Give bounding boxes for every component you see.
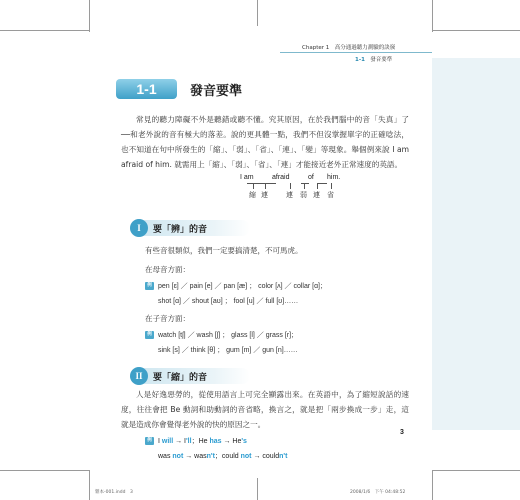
phenomenon-label: 連 [286, 191, 293, 199]
demo-word: I am [240, 174, 254, 181]
example-icon: 例 [145, 437, 154, 445]
consonant-heading: 在子音方面： [145, 314, 190, 323]
page-title: 發音要準 [190, 84, 243, 99]
contraction-example-line [158, 451, 287, 461]
footer-file: 雜本-001.indd 3 [95, 490, 133, 495]
text: → could [251, 453, 280, 460]
section-title: 要「辨」的音 [153, 225, 208, 235]
phenomenon-label: 縮 [249, 191, 256, 199]
link-line [318, 183, 327, 184]
consonant-example-line: watch [tʃ] ／ wash [ʃ] ； glass [l] ／ grass [r]； [158, 332, 299, 339]
section-number-badge: 1-1 [116, 79, 177, 99]
text: was [158, 453, 173, 460]
text: ；He [191, 438, 210, 445]
phenomenon-label: 連 [261, 191, 268, 199]
demo-word: him. [327, 174, 341, 181]
crop-mark [432, 470, 433, 500]
tick-mark [331, 183, 332, 189]
margin-sidebar [432, 58, 520, 430]
phenomenon-label: 連 [313, 191, 320, 199]
section-title: 要「縮」的音 [153, 373, 208, 383]
running-header-section [355, 55, 392, 63]
crop-mark [432, 470, 520, 471]
running-header-chapter: Chapter 1 高分通過聽力測驗的訣竅 [302, 45, 396, 51]
section-paragraph: 人是好逸惡勞的，從使用語言上可完全顯露出來。在英語中，為了縮短說話的速度，往往會把 Be 動詞和助動詞的音省略，換言之，就是把「兩步換成一步」走，這就是造成你會覺得老外說的快的原因之一。 [121, 390, 409, 429]
crop-mark [89, 470, 90, 500]
highlight: will [161, 438, 174, 445]
page-number: 3 [400, 429, 404, 436]
vowel-example-line: shot [ɑ] ／ shout [aʊ] ； fool [u] ／ full [ʊ]…… [158, 298, 299, 305]
header-section-number: 1-1 [355, 57, 365, 63]
contraction-example-line [158, 436, 247, 446]
highlight: 'll [186, 438, 192, 445]
intro-paragraph: 常見的聽力障礙不外是聽錯或聽不懂。究其原因，在於我們腦中的音「失真」了──和老外說的音有極大的落差。說的更具體一點，我們不但沒掌握單字的正確唸法，也不知道在句中所發生的「縮」、「弱」、「省」、「連」、「變」等現象。舉個例來說 I am afraid of him. 就需用上「縮」、「弱」、「省」、「連」才能接近老外正常速度的英語。 [121, 115, 409, 169]
highlight: has [209, 438, 222, 445]
tick-mark [304, 183, 305, 189]
tick-mark [290, 183, 291, 189]
crop-mark [257, 0, 258, 26]
text: → I [173, 438, 187, 445]
crop-mark [432, 0, 433, 32]
header-section-name: 發音要準 [370, 57, 393, 63]
highlight: not [240, 453, 252, 460]
section-number-circle: I [130, 219, 148, 237]
demo-word: of [308, 174, 314, 181]
crop-mark [0, 470, 90, 471]
phenomenon-label: 省 [327, 191, 334, 199]
tick-mark [265, 183, 266, 189]
example-icon: 例 [145, 331, 154, 339]
phenomenon-label: 弱 [300, 191, 307, 199]
highlight: not [172, 453, 184, 460]
highlight: 's [241, 438, 247, 445]
highlight: n't [206, 453, 215, 460]
section-intro: 有些音很類似，我們一定要搞清楚，不可馬虎。 [145, 246, 303, 255]
vowel-example-line: pen [ɛ] ／ pain [e] ／ pan [æ] ； color [ʌ] ／ collar [ɑ]； [158, 283, 327, 290]
vowel-heading: 在母音方面： [145, 265, 190, 274]
highlight: n't [279, 453, 288, 460]
text: ；could [214, 453, 241, 460]
footer-timestamp: 2008/1/6 下午 04:48:52 [350, 490, 406, 495]
header-divider [280, 52, 432, 53]
text: → was [183, 453, 207, 460]
demo-word: afraid [272, 174, 290, 181]
text: I [158, 438, 162, 445]
crop-mark [0, 30, 90, 31]
section-number-circle: II [130, 367, 148, 385]
consonant-example-line: sink [s] ／ think [θ] ； gum [m] ／ gun [n]…… [158, 347, 298, 354]
tick-mark [253, 183, 254, 189]
crop-mark [257, 478, 258, 500]
link-line [258, 183, 276, 184]
text: → He [221, 438, 242, 445]
crop-mark [89, 0, 90, 32]
link-line [301, 183, 309, 184]
crop-mark [432, 30, 520, 31]
tick-mark [317, 183, 318, 189]
example-icon: 例 [145, 282, 154, 290]
